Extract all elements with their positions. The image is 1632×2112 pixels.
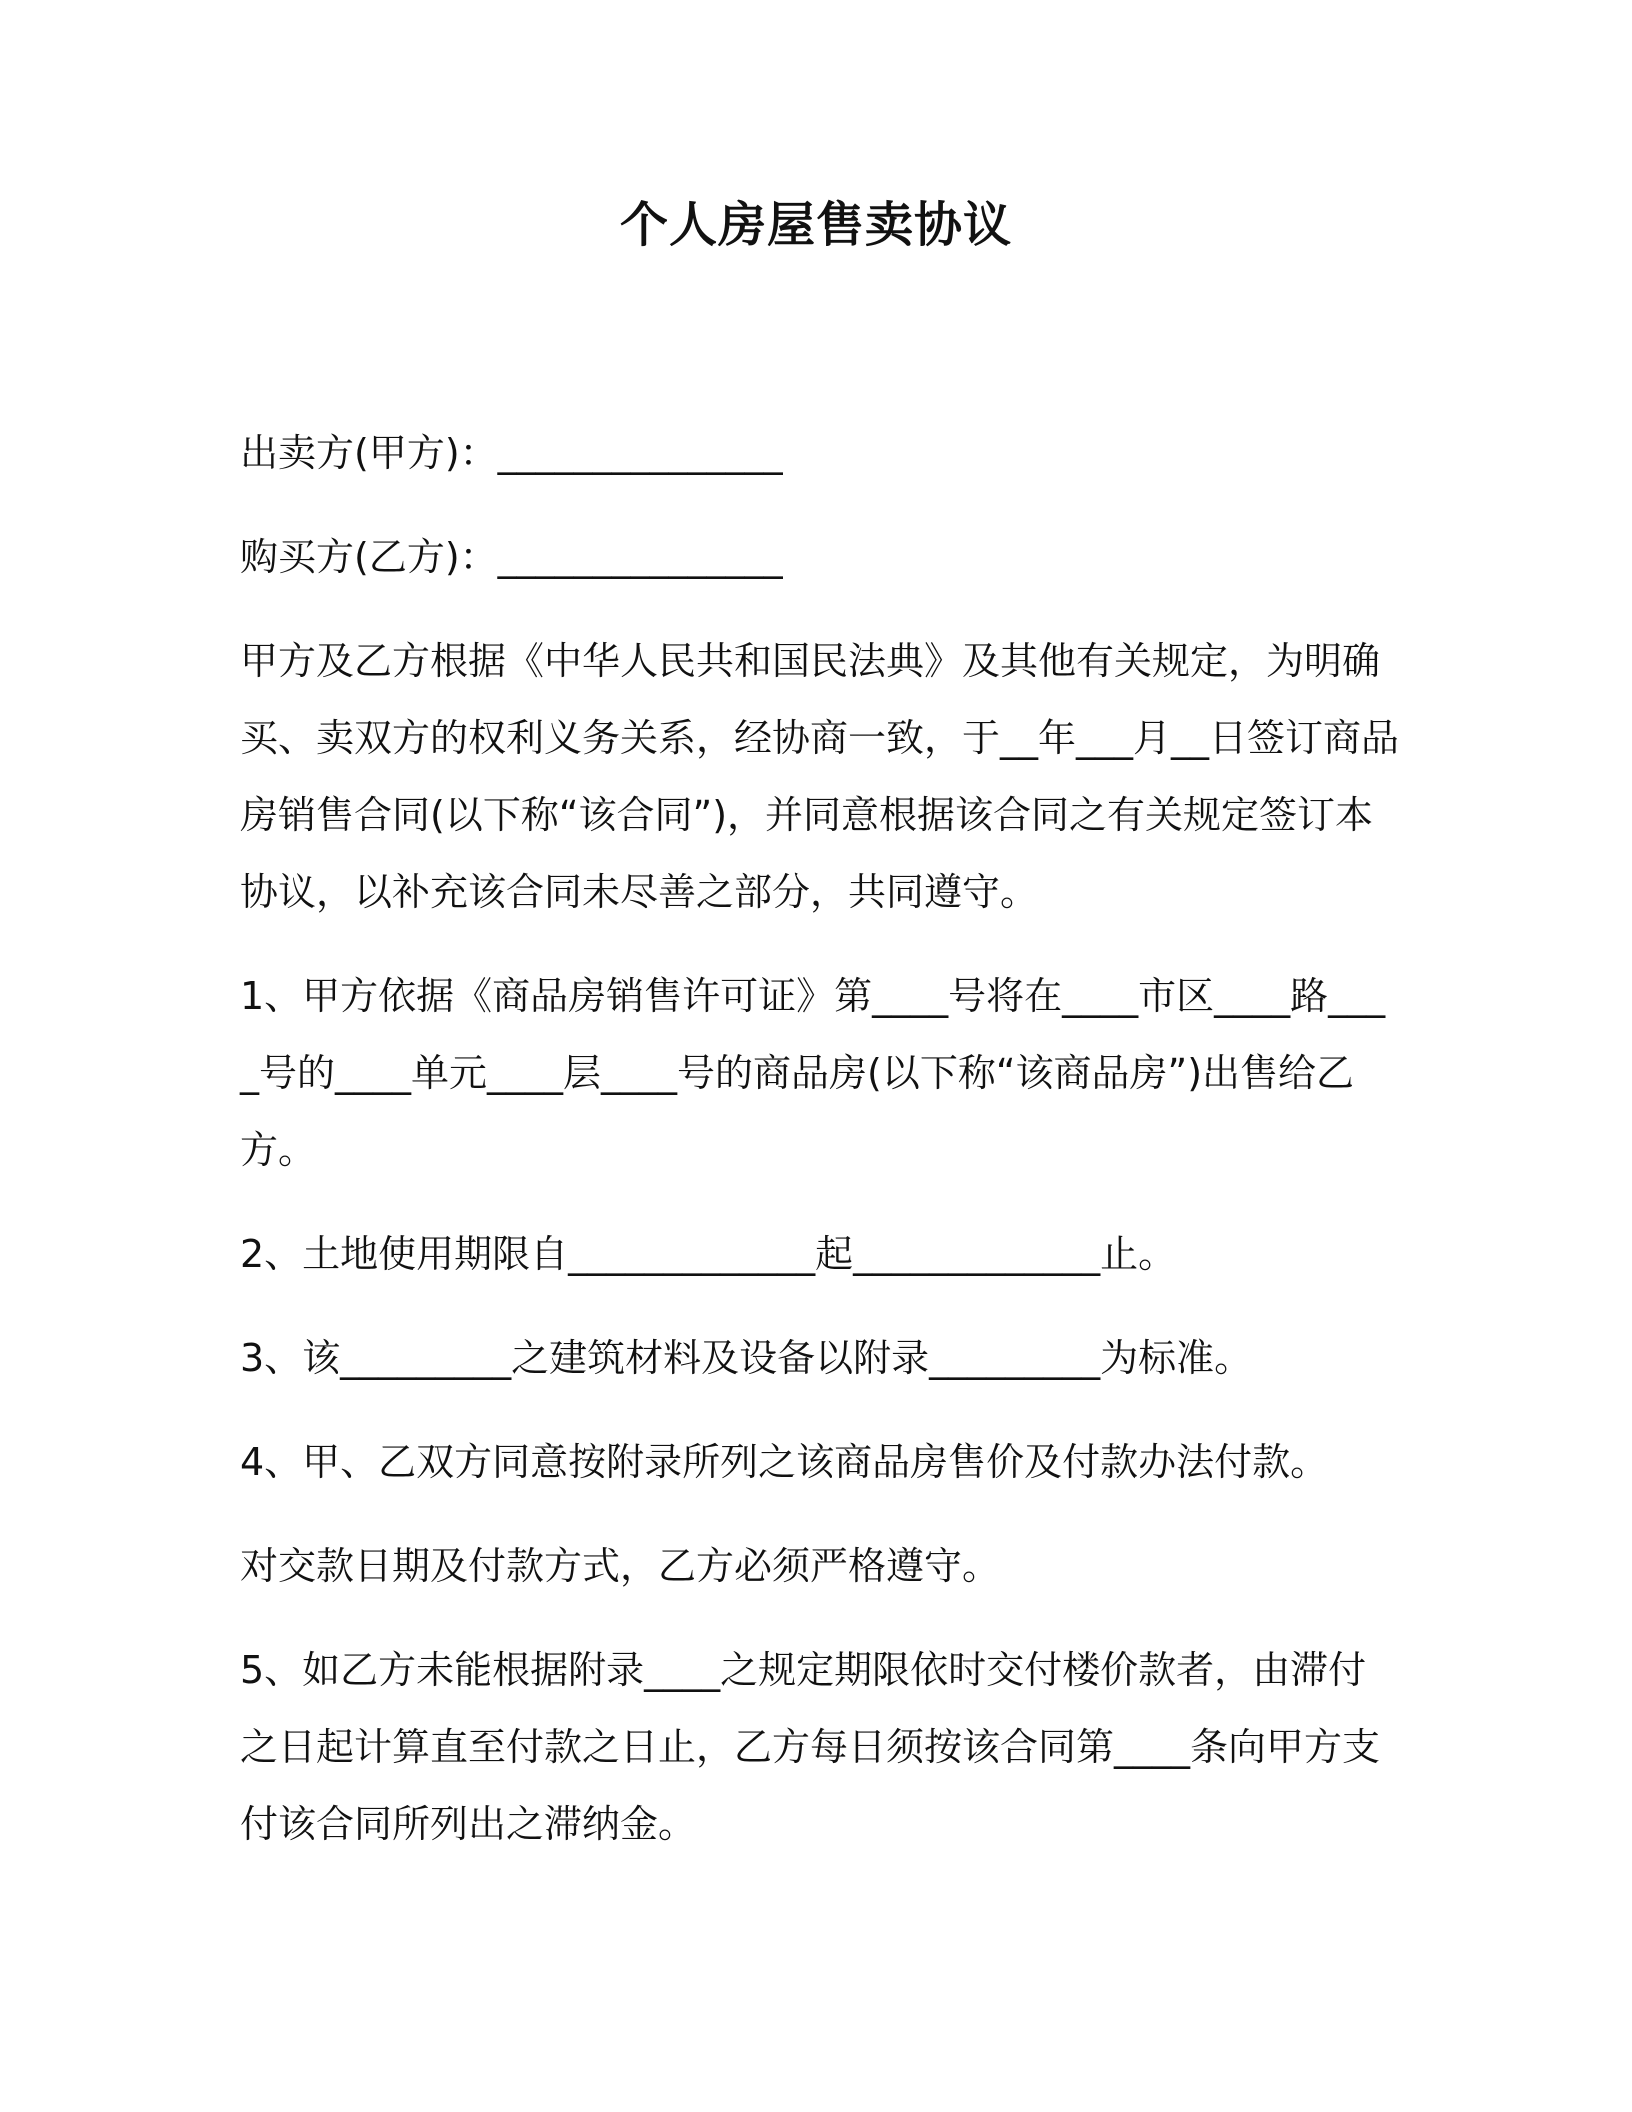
document-body xyxy=(240,415,1400,1890)
document-title: 个人房屋售卖协议 xyxy=(619,197,1012,253)
clause-5: 5、如乙方未能根据附录____之规定期限依时交付楼价款者，由滞付之日起计算直至付款之日止，乙方每日须按该合同第____条向甲方支付该合同所列出之滞纳金。 xyxy=(240,1648,1381,1846)
clause-3: 3、该_________之建筑材料及设备以附录_________为标准。 xyxy=(240,1336,1253,1380)
intro-paragraph: 甲方及乙方根据《中华人民共和国民法典》及其他有关规定，为明确买、卖双方的权利义务关系，经协商一致，于__年___月__日签订商品房销售合同(以下称“该合同”)，并同意根据该合同之有关规定签订本协议，以补充该合同未尽善之部分，共同遵守。 xyxy=(240,639,1400,914)
clause-2: 2、土地使用期限自_____________起_____________止。 xyxy=(240,1232,1177,1276)
clause-4: 4、甲、乙双方同意按附录所列之该商品房售价及付款办法付款。 xyxy=(240,1440,1329,1484)
buyer-line: 购买方(乙方)：_______________ xyxy=(240,535,783,579)
clause-1: 1、甲方依据《商品房销售许可证》第____号将在____市区____路____号的____单元____层____号的商品房(以下称“该商品房”)出售给乙方。 xyxy=(240,974,1386,1172)
clause-4-note: 对交款日期及付款方式，乙方必须严格遵守。 xyxy=(240,1544,1001,1588)
seller-line: 出卖方(甲方)：_______________ xyxy=(240,431,783,475)
